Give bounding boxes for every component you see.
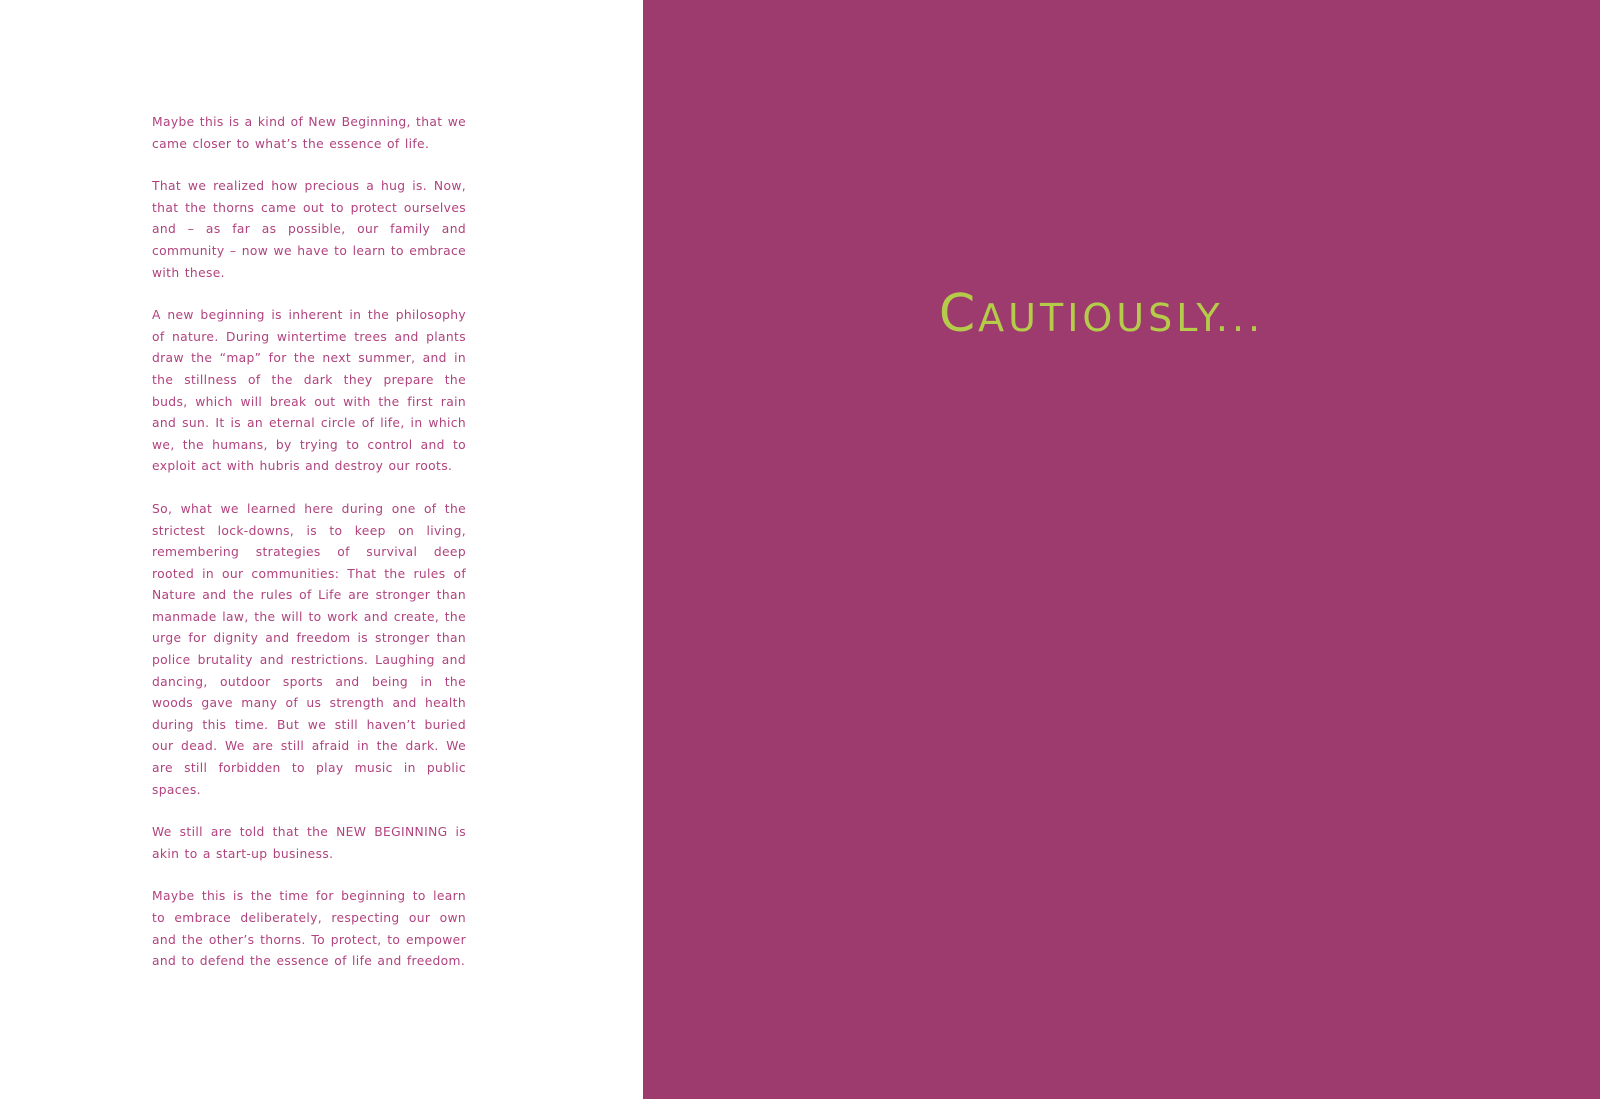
- headline-initial: C: [938, 284, 979, 344]
- paragraph: So, what we learned here during one of the strictest lock-downs, is to keep on living, remembering strategies of survival deep rooted in our communities: That the rules of Nature and the rules of Life are stronger than manmade law, the will to work and create, the urge for dignity and freedom is stronger than police brutality and restrictions. Laughing and dancing, outdoor sports and being in the woods gave many of us strength and health during this time. But we still haven’t buried our dead. We are still afraid in the dark. We are still forbidden to play music in public spaces.: [152, 501, 466, 797]
- cautiously-headline: [643, 284, 1600, 344]
- paragraph: Maybe this is the time for beginning to learn to embrace deliberately, respecting our own and the other’s thorns. To protect, to empower and to defend the essence of life and freedom.: [152, 889, 466, 969]
- essay-text-column: [152, 112, 466, 973]
- paragraph: That we realized how precious a hug is. Now, that the thorns came out to protect ourselves and – as far as possible, our family and community – now we have to learn to embrace with these.: [152, 179, 466, 280]
- paragraph: We still are told that the NEW BEGINNING is akin to a start-up business.: [152, 825, 466, 861]
- paragraph: Maybe this is a kind of New Beginning, that we came closer to what’s the essence of life.: [152, 115, 467, 151]
- paragraph: A new beginning is inherent in the philosophy of nature. During wintertime trees and plants draw the “map” for the next summer, and in the stillness of the dark they prepare the buds, which will break out with the first rain and sun. It is an eternal circle of life, in which we, the humans, by trying to control and to exploit act with hubris and destroy our roots.: [152, 308, 466, 474]
- right-page: [643, 0, 1600, 1099]
- headline-rest: AUTIOUSLY...: [978, 296, 1265, 340]
- left-page: [0, 0, 643, 1099]
